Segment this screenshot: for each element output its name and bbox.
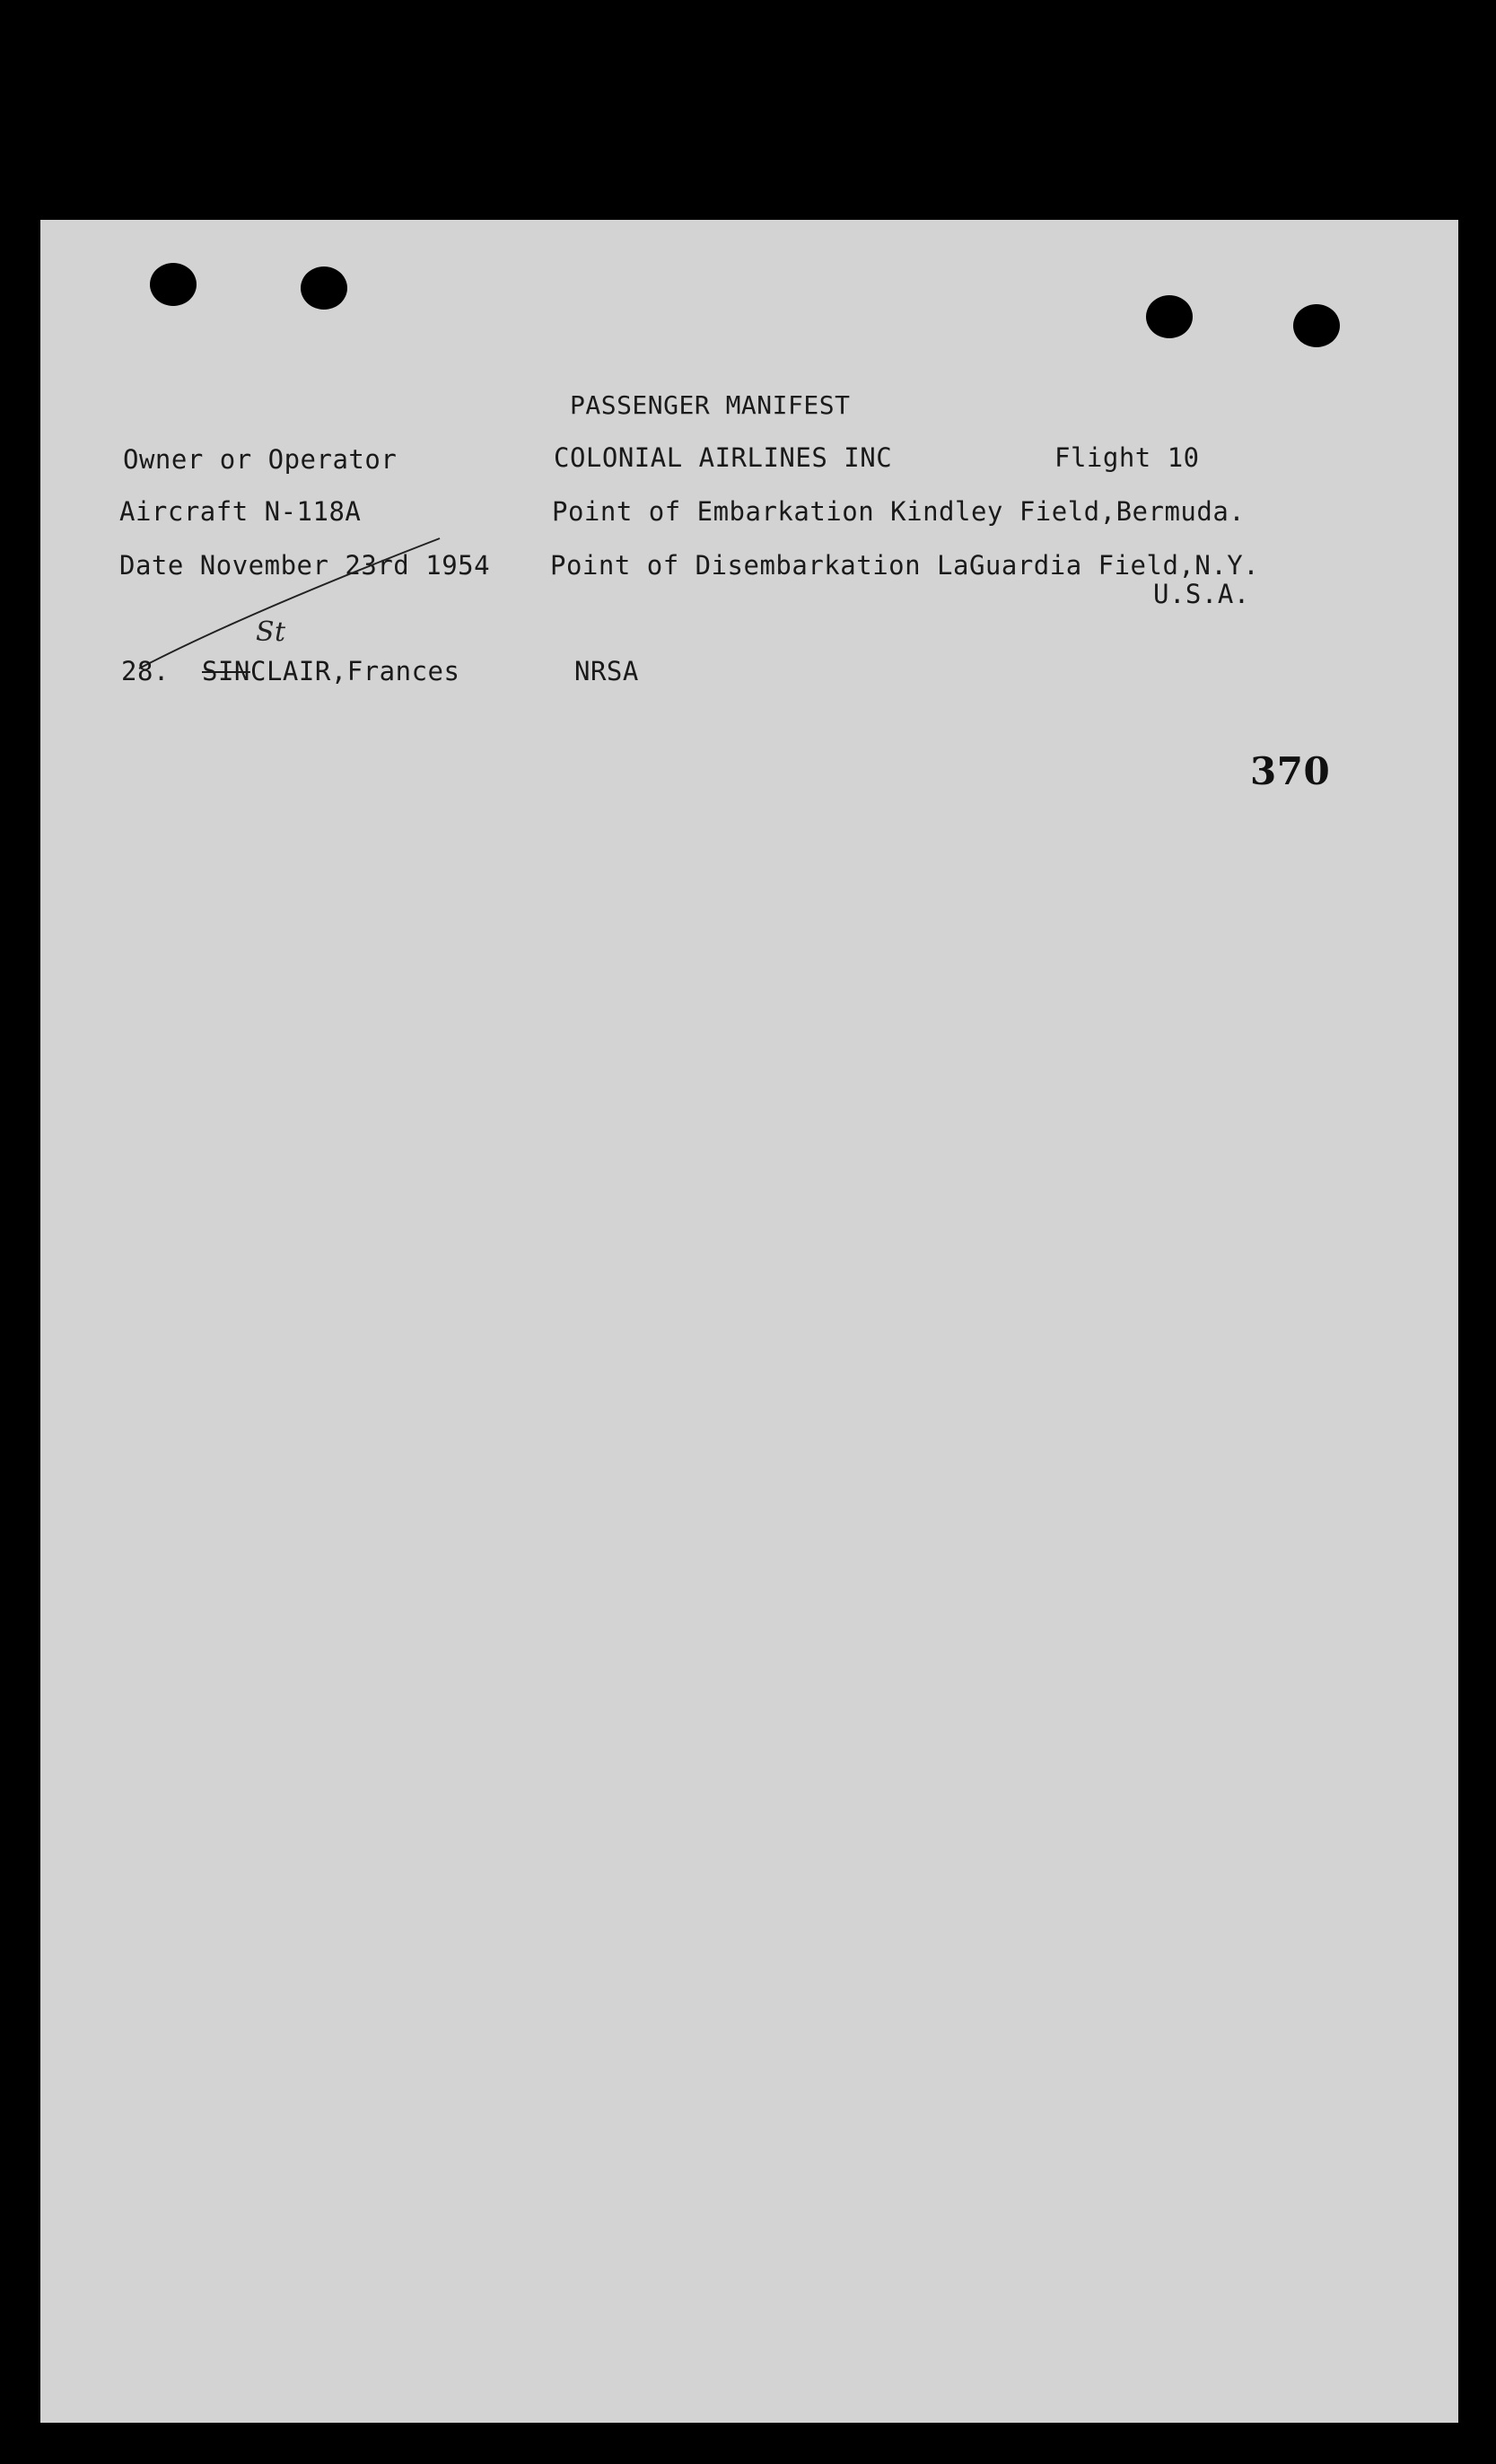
disembarkation-country: U.S.A. [1153,579,1250,609]
page-title: PASSENGER MANIFEST [570,390,851,420]
flight-number: Flight 10 [1054,442,1200,473]
punch-hole [1146,295,1193,338]
punch-hole [1293,304,1340,347]
handwritten-correction: St [256,616,286,648]
embarkation-field: Point of Embarkation Kindley Field,Bermuda. [552,496,1246,527]
page-number: 370 [1250,749,1331,793]
passenger-row [121,616,749,692]
disembarkation-field: Point of Disembarkation LaGuardia Field,N.Y. [550,550,1260,581]
aircraft-field: Aircraft N-118A [119,496,362,527]
passenger-number: 28. [121,656,170,686]
owner-value: COLONIAL AIRLINES INC [554,442,893,473]
passenger-status: NRSA [574,656,639,686]
punch-hole [150,263,197,306]
punch-hole [301,266,347,310]
owner-label: Owner or Operator [123,444,398,475]
passenger-name-struck: SIN [202,656,250,686]
passenger-name: CLAIR,Frances [250,656,460,686]
date-field: Date November 23rd 1954 [119,550,491,581]
manifest-page [40,220,1458,2423]
